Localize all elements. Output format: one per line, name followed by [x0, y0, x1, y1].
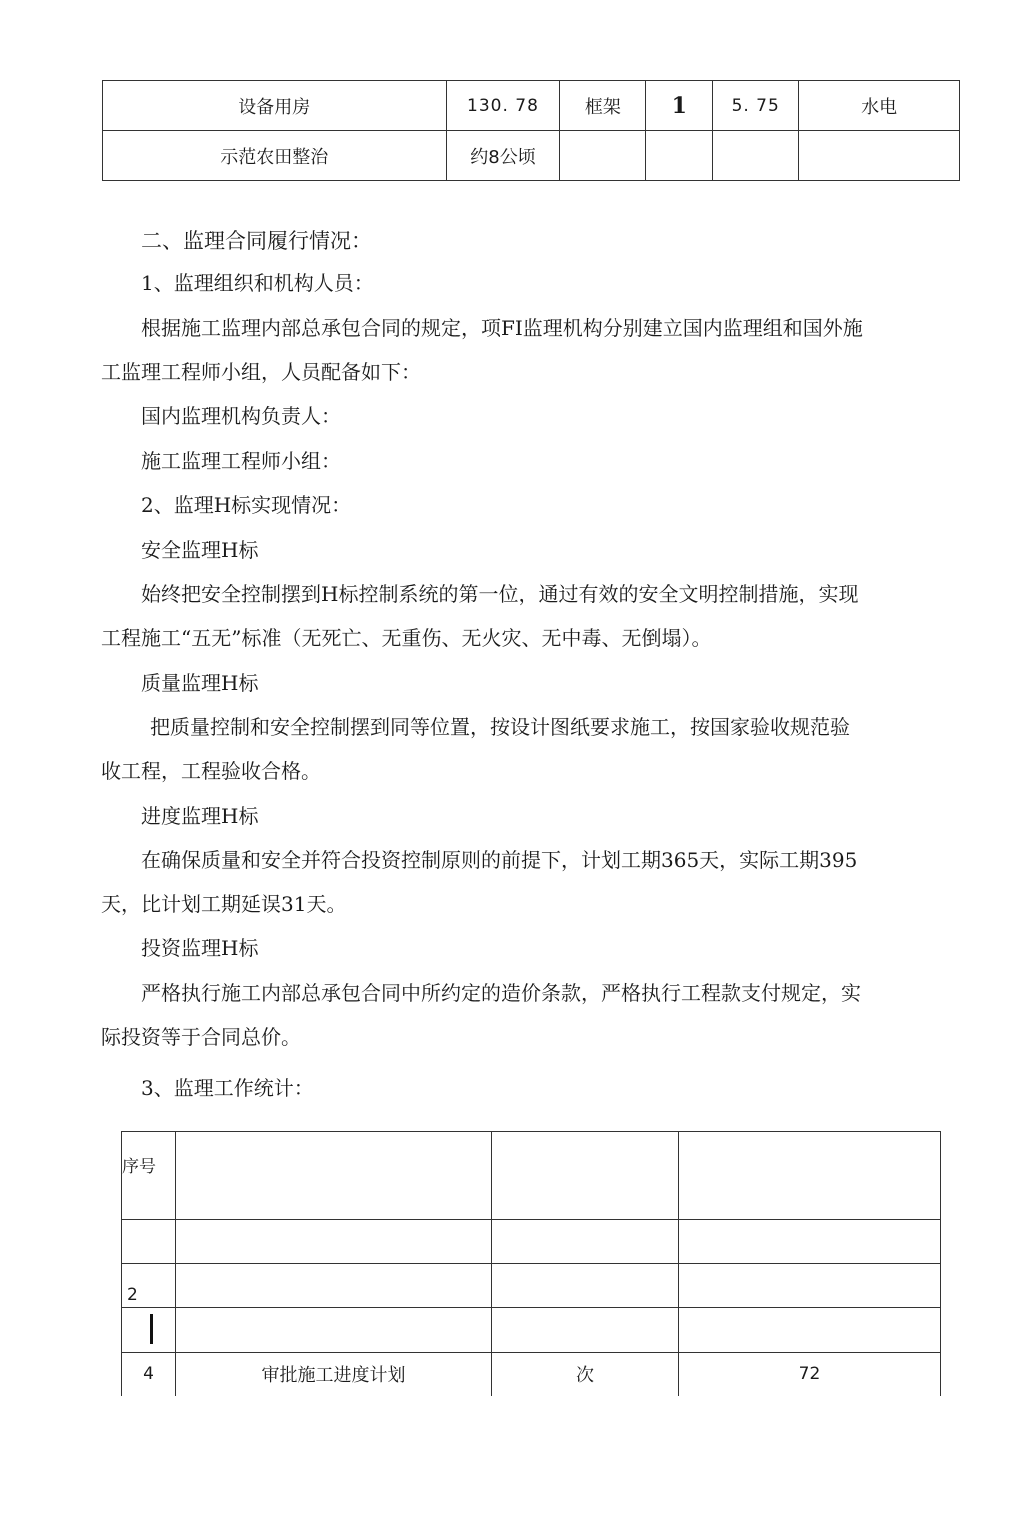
- table-cell: 130. 78: [446, 81, 560, 131]
- paragraph-line: 严格执行施工内部总承包合同中所约定的造价条款，严格执行工程款支付规定，实: [141, 981, 861, 1005]
- table-cell: [646, 131, 713, 181]
- table-cell: 审批施工进度计划: [176, 1353, 492, 1396]
- table-cell: [122, 1308, 176, 1353]
- table-cell: [492, 1220, 679, 1264]
- investment-title: 投资监理H标: [141, 936, 259, 960]
- table-cell: [176, 1308, 492, 1353]
- table-cell: 1: [646, 81, 713, 131]
- table-row: [122, 1132, 941, 1220]
- subheading-organization: 1、监理组织和机构人员：: [141, 271, 374, 295]
- table-cell: 次: [492, 1353, 679, 1396]
- table-cell: [679, 1220, 941, 1264]
- paragraph-line: 天，比计划工期延误31天。: [101, 892, 347, 916]
- table-cell: 序号: [122, 1132, 176, 1220]
- table-cell: [560, 131, 646, 181]
- subheading-statistics: 3、监理工作统计：: [141, 1076, 314, 1100]
- table-cell: [679, 1264, 941, 1308]
- paragraph-line: 根据施工监理内部总承包合同的规定，项FI监理机构分别建立国内监理组和国外施: [141, 316, 863, 340]
- subheading-objectives: 2、监理H标实现情况：: [141, 493, 352, 517]
- table-row: [103, 131, 960, 181]
- table-cell: [679, 1308, 941, 1353]
- table-cell: [492, 1264, 679, 1308]
- table-cell: 4: [122, 1353, 176, 1396]
- table-cell: [492, 1132, 679, 1220]
- vertical-mark: [150, 1314, 153, 1344]
- table-row: [122, 1220, 941, 1264]
- paragraph-line: 始终把安全控制摆到H标控制系统的第一位，通过有效的安全文明控制措施，实现: [141, 582, 859, 606]
- table-cell: 约8公顷: [446, 131, 560, 181]
- table-cell: 框架: [560, 81, 646, 131]
- table-row: [103, 81, 960, 131]
- table-cell: [713, 131, 799, 181]
- table-row: [122, 1353, 941, 1396]
- schedule-title: 进度监理H标: [141, 804, 259, 828]
- table-cell: [176, 1132, 492, 1220]
- table-cell: 设备用房: [103, 81, 447, 131]
- table-cell: [492, 1308, 679, 1353]
- paragraph-line: 施工监理工程师小组：: [141, 449, 341, 473]
- paragraph-line: 收工程，工程验收合格。: [101, 759, 321, 783]
- table-cell: [176, 1220, 492, 1264]
- paragraph-line: 把质量控制和安全控制摆到同等位置，按设计图纸要求施工，按国家验收规范验: [150, 715, 850, 739]
- table-row: [122, 1308, 941, 1353]
- table-cell: 72: [679, 1353, 941, 1396]
- paragraph-line: 国内监理机构负责人：: [141, 404, 341, 428]
- table-cell: [122, 1220, 176, 1264]
- table-cell: [799, 131, 960, 181]
- table-cell: [679, 1132, 941, 1220]
- statistics-table: [121, 1131, 941, 1396]
- table-cell: 示范农田整治: [103, 131, 447, 181]
- building-table: [102, 80, 960, 181]
- table-cell: 5. 75: [713, 81, 799, 131]
- paragraph-line: 工监理工程师小组，人员配备如下：: [101, 360, 421, 384]
- table-cell: [176, 1264, 492, 1308]
- safety-title: 安全监理H标: [141, 538, 259, 562]
- paragraph-line: 际投资等于合同总价。: [101, 1025, 301, 1049]
- table-cell: 2: [122, 1264, 176, 1308]
- paragraph-line: 工程施工“五无”标准（无死亡、无重伤、无火灾、无中毒、无倒塌）。: [101, 626, 712, 650]
- section-heading: 二、监理合同履行情况：: [141, 229, 372, 253]
- quality-title: 质量监理H标: [141, 671, 259, 695]
- table-cell: 水电: [799, 81, 960, 131]
- paragraph-line: 在确保质量和安全并符合投资控制原则的前提下，计划工期365天，实际工期395: [141, 848, 858, 872]
- table-row: [122, 1264, 941, 1308]
